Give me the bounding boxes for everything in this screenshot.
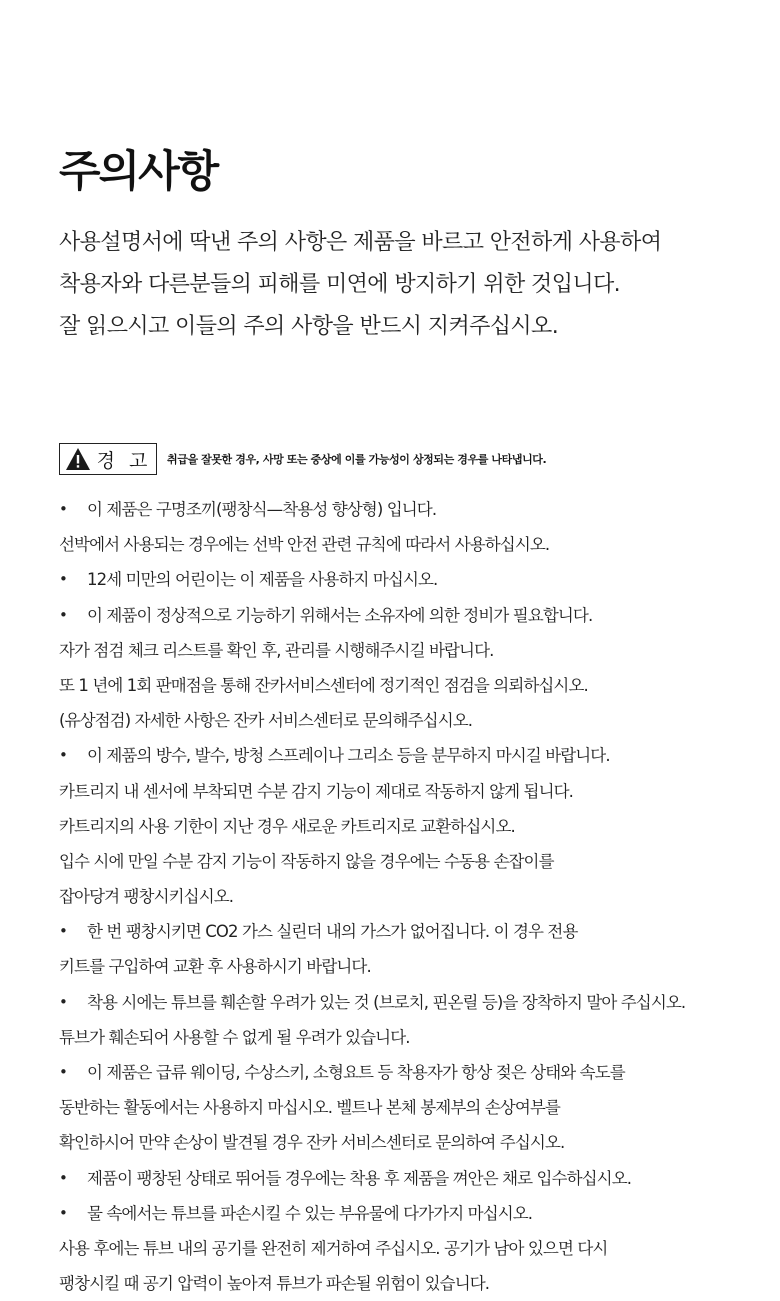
continuation-line: 카트리지 내 센서에 부착되면 수분 감지 기능이 제대로 작동하지 않게 됩니다. (59, 781, 574, 801)
bullet-item: • 이 제품은 구명조끼(팽창식—착용성 향상형) 입니다. (59, 492, 685, 527)
intro-line: 착용자와 다른분들의 피해를 미연에 방지하기 위한 것입니다. (59, 272, 621, 297)
warning-description: 취급을 잘못한 경우, 사망 또는 중상에 이를 가능성이 상정되는 경우를 나타냅니다. (167, 453, 547, 466)
caution-list (59, 492, 685, 1301)
warning-row (59, 443, 546, 475)
continuation-line: 선박에서 사용되는 경우에는 선박 안전 관련 규칙에 따라서 사용하십시오. (59, 535, 550, 555)
bullet-item: • 제품이 팽창된 상태로 뛰어들 경우에는 착용 후 제품을 껴안은 채로 입수하십시오. (59, 1161, 685, 1196)
bullet-item: • 이 제품의 방수, 발수, 방청 스프레이나 그리소 등을 분무하지 마시길 바랍니다. (59, 738, 685, 773)
bullet-item: • 한 번 팽창시키면 CO2 가스 실린더 내의 가스가 없어집니다. 이 경우 전용 (59, 914, 685, 949)
continuation-line: 튜브가 훼손되어 사용할 수 없게 될 우려가 있습니다. (59, 1027, 410, 1047)
bullet-item: • 이 제품이 정상적으로 기능하기 위해서는 소유자에 의한 정비가 필요합니다. (59, 598, 685, 633)
bullet-item: • 12세 미만의 어린이는 이 제품을 사용하지 마십시오. (59, 562, 685, 597)
intro-line: 잘 읽으시고 이들의 주의 사항을 반드시 지켜주십시오. (59, 314, 559, 339)
continuation-line: 자가 점검 체크 리스트를 확인 후, 관리를 시행해주시길 바랍니다. (59, 640, 494, 660)
warning-label: 경 고 (96, 449, 152, 472)
continuation-line: 동반하는 활동에서는 사용하지 마십시오. 벨트나 본체 봉제부의 손상여부를 (59, 1098, 560, 1118)
bullet-item: • 착용 시에는 튜브를 훼손할 우려가 있는 것 (브로치, 핀온릴 등)을 장착하지 말아 주십시오. (59, 985, 685, 1020)
continuation-line: 입수 시에 만일 수분 감지 기능이 작동하지 않을 경우에는 수동용 손잡이를 (59, 851, 554, 871)
continuation-line: 카트리지의 사용 기한이 지난 경우 새로운 카트리지로 교환하십시오. (59, 816, 515, 836)
continuation-line: 팽창시킬 때 공기 압력이 높아져 튜브가 파손될 위험이 있습니다. (59, 1274, 490, 1294)
intro-paragraph (59, 222, 661, 348)
page-title: 주의사항 (59, 147, 218, 197)
warning-badge (59, 443, 157, 475)
continuation-line: 키트를 구입하여 교환 후 사용하시기 바랍니다. (59, 957, 371, 977)
continuation-line: 잡아당겨 팽창시키십시오. (59, 887, 234, 907)
intro-line: 사용설명서에 딱낸 주의 사항은 제품을 바르고 안전하게 사용하여 (59, 230, 662, 255)
bullet-item: • 물 속에서는 튜브를 파손시킬 수 있는 부유물에 다가가지 마십시오. (59, 1196, 685, 1231)
continuation-line: 또 1 년에 1회 판매점을 통해 잔카서비스센터에 정기적인 점검을 의뢰하십시오. (59, 675, 588, 695)
continuation-line: 사용 후에는 튜브 내의 공기를 완전히 제거하여 주십시오. 공기가 남아 있으면 다시 (59, 1238, 608, 1258)
continuation-line: 확인하시어 만약 손상이 발견될 경우 잔카 서비스센터로 문의하여 주십시오. (59, 1133, 565, 1153)
warning-triangle-icon (65, 447, 91, 471)
bullet-item: • 이 제품은 급류 웨이딩, 수상스키, 소형요트 등 착용자가 항상 젖은 상태와 속도를 (59, 1055, 685, 1090)
continuation-line: (유상점검) 자세한 사항은 잔카 서비스센터로 문의해주십시오. (59, 711, 473, 731)
